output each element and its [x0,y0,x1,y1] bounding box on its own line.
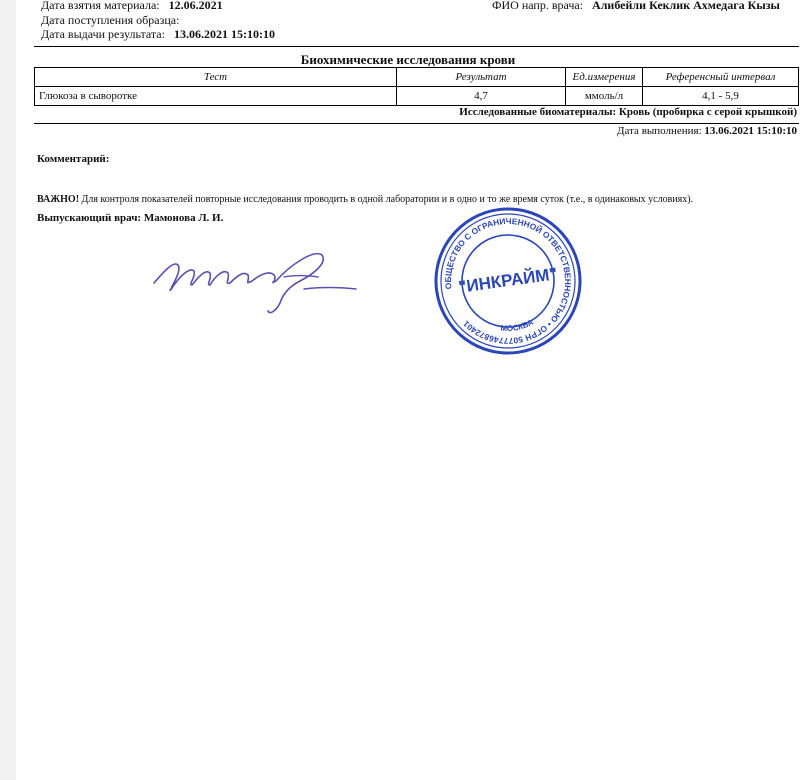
cell-result: 4,7 [397,87,566,106]
stamp-city: МОСКВА [500,317,535,334]
sample-taken-row [41,0,223,13]
column-header-test: Тест [35,68,397,87]
issuing-doctor: Выпускающий врач: Мамонова Л. И. [37,212,224,224]
biomaterial-note: Исследованные биоматериалы: Кровь (пробирка с серой крышкой) [459,106,797,118]
report-page [16,0,800,780]
completion-row [617,125,797,137]
patient-row [492,0,780,13]
cell-reference: 4,1 - 5,9 [643,87,799,106]
sample-received-row [41,13,179,28]
sample-taken-value: 12.06.2021 [168,0,223,12]
column-header-unit: Ед.измерения [566,68,643,87]
cell-unit: ммоль/л [566,87,643,106]
sample-taken-label: Дата взятия материала: [41,0,160,12]
signature-stroke [284,276,318,278]
completion-value: 13.06.2021 15:10:10 [704,125,797,137]
column-header-result: Результат [397,68,566,87]
header-divider [34,46,799,47]
results-table [34,67,799,106]
sample-received-label: Дата поступления образца: [41,13,180,27]
table-header-row [35,68,799,87]
signature-stroke [304,288,356,290]
biomaterial-divider [34,123,799,124]
completion-label: Дата выполнения: [617,125,702,137]
result-issued-value: 13.06.2021 15:10:10 [173,27,275,41]
comment-label: Комментарий: [37,153,110,165]
patient-label: ФИО напр. врача: [492,0,584,12]
important-text: Для контроля показателей повторные исследования проводить в одной лаборатории и в одно и то же время суток (т.е., в одинаковых условиях). [79,194,694,205]
column-header-reference: Референсный интервал [643,68,799,87]
signature-stroke [154,254,323,313]
cell-test: Глюкоза в сыворотке [35,87,397,106]
company-stamp [433,206,583,356]
signature [144,245,364,325]
result-issued-label: Дата выдачи результата: [41,27,165,41]
table-row [35,87,799,106]
section-title: Биохимические исследования крови [300,52,516,67]
patient-value: Алибейли Кеклик Ахмедага Кызы [592,0,780,12]
important-label: ВАЖНО! [37,194,80,205]
stamp-ring-text: ОБЩЕСТВО С ОГРАНИЧЕННОЙ ОТВЕТСТВЕННОСТЬЮ • ОГРН 5077746872401 [442,215,574,347]
stamp-center-text: "ИНКРАЙМ" [457,264,559,297]
important-note [37,194,693,205]
result-issued-row [41,27,275,42]
